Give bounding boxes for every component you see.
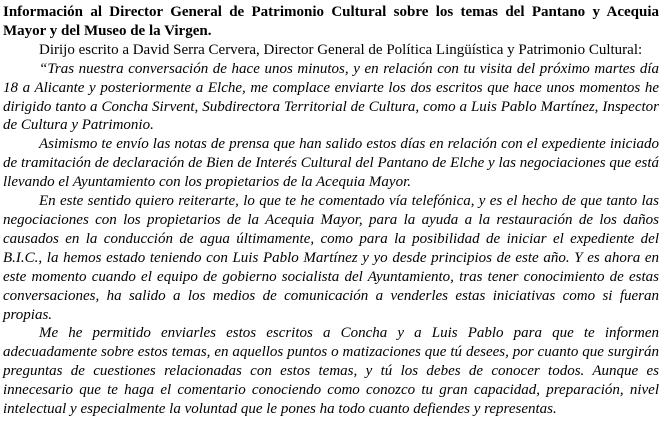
document-title: Información al Director General de Patrimonio Cultural sobre los temas del Pantano y Acequia Mayor y del Museo de la Virgen. bbox=[3, 4, 659, 39]
paragraph-1: “Tras nuestra conversación de hace unos minutos, y en relación con tu visita del próximo martes día 18 a Alicante y posteriormente a Elche, me complace enviarte los dos escritos que hace unos momentos he dirigido tanto a Concha Sirvent, Subdirectora Territorial de Cultura, como a Luis Pablo Martínez, Inspector de Cultura y Patrimonio. bbox=[3, 60, 659, 134]
paragraph-2: Asimismo te envío las notas de prensa que han salido estos días en relación con el expediente iniciado de tramitación de declaración de Bien de Interés Cultural del Pantano de Elche y las negociaciones que está llevando el Ayuntamiento con los propietarios de la Acequia Mayor. bbox=[3, 136, 659, 191]
paragraph-3: En este sentido quiero reiterarte, lo que te he comentado vía telefónica, y es el hecho de que tanto las negociaciones con los propietarios de la Acequia Mayor, para la ayuda a la restauración de los daños causados en la conducción de agua últimamente, como para la posibilidad de iniciar el expediente del B.I.C., la hemos estado teniendo con Luis Pablo Martínez y yo desde principios de este año. Y es ahora en este momento cuando el equipo de gobierno socialista del Ayuntamiento, tras tener conocimiento de estas conversaciones, ha salido a los medios de comunicación a venderles estas iniciativas como si fueran propias. bbox=[3, 193, 659, 323]
paragraph-4: Me he permitido enviarles estos escritos a Concha y a Luis Pablo para que te informen adecuadamente sobre estos temas, en aquellos puntos o matizaciones que tú desees, por cuanto que surgirán preguntas de cuestiones relacionadas con estos temas, y tú los debes de conocer todos. Aunque es innecesario que te haga el comentario conociendo como conozco tu gran capacidad, preparación, nivel intelectual y especialmente la voluntad que le pones ha todo cuanto defiendes y representas. bbox=[3, 325, 659, 418]
document-body bbox=[3, 60, 659, 419]
salutation-line: Dirijo escrito a David Serra Cervera, Director General de Política Lingüística y Patrimonio Cultural: bbox=[39, 41, 643, 58]
